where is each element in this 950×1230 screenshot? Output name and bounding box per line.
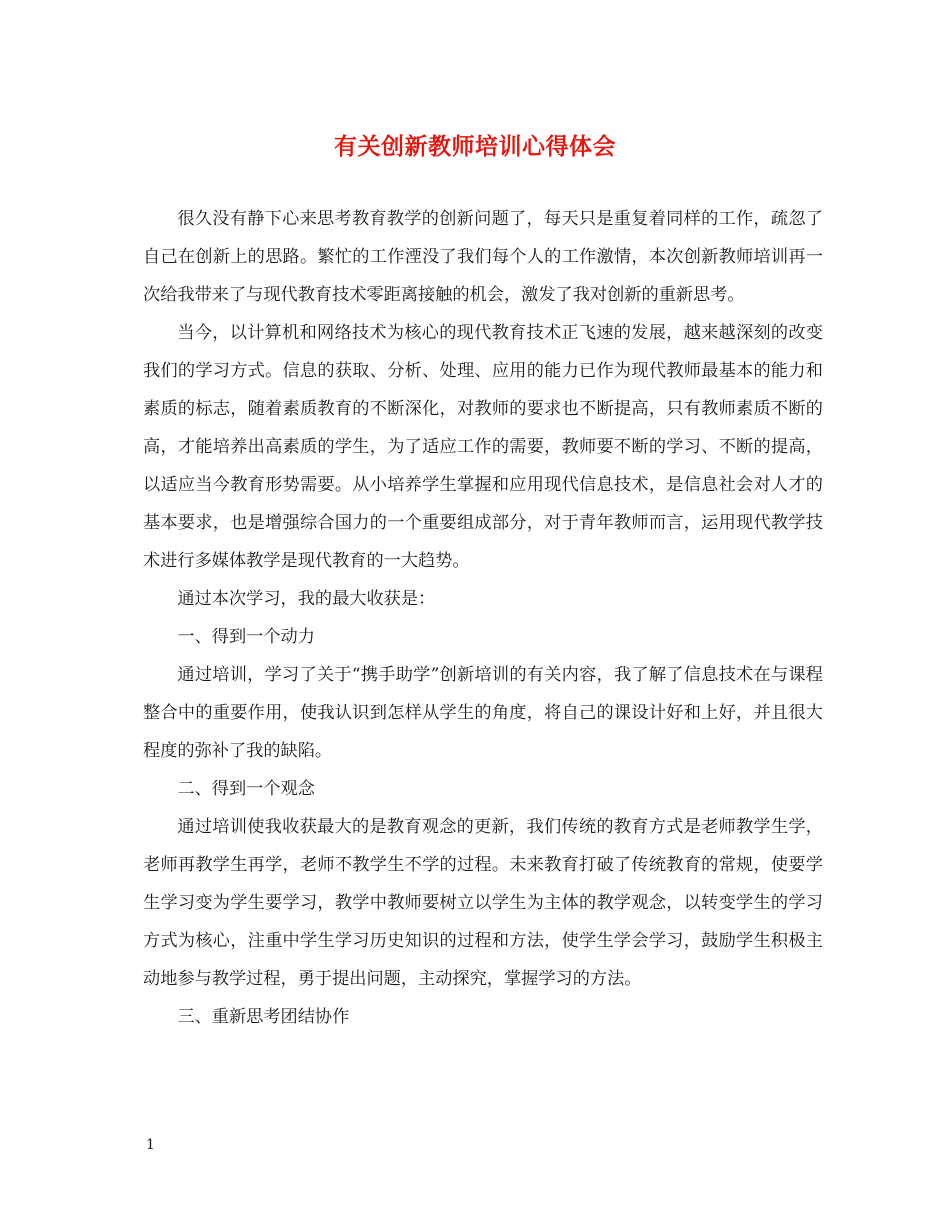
section-heading: 二、得到一个观念 [177, 779, 315, 799]
paragraph: 通过培训，学习了关于“携手助学”创新培训的有关内容，我了解了信息技术在与课程整合中的重要作用，使我认识到怎样从学生的角度，将自己的课设计好和上好，并且很大程度的弥补了我的缺陷。 [143, 665, 823, 761]
document-title: 有关创新教师培训心得体会 [334, 133, 616, 160]
paragraph: 很久没有静下心来思考教育教学的创新问题了，每天只是重复着同样的工作，疏忽了自己在创新上的思路。繁忙的工作湮没了我们每个人的工作激情，本次创新教师培训再一次给我带来了与现代教育技术零距离接触的机会，激发了我对创新的重新思考。 [143, 209, 823, 305]
section-heading: 一、得到一个动力 [177, 627, 315, 647]
page-number: 1 [146, 1137, 155, 1153]
section-heading: 三、重新思考团结协作 [177, 1007, 350, 1027]
paragraph: 通过培训使我收获最大的是教育观念的更新，我们传统的教育方式是老师教学生学，老师再教学生再学，老师不教学生不学的过程。未来教育打破了传统教育的常规，使要学生学习变为学生要学习，教学中教师要树立以学生为主体的教学观念，以转变学生的学习方式为核心，注重中学生学习历史知识的过程和方法，使学生学会学习，鼓励学生积极主动地参与教学过程，勇于提出问题，主动探究，掌握学习的方法。 [143, 817, 823, 989]
paragraph: 当今，以计算机和网络技术为核心的现代教育技术正飞速的发展，越来越深刻的改变我们的学习方式。信息的获取、分析、处理、应用的能力已作为现代教师最基本的能力和素质的标志，随着素质教育的不断深化，对教师的要求也不断提高，只有教师素质不断的高，才能培养出高素质的学生，为了适应工作的需要，教师要不断的学习、不断的提高，以适应当今教育形势需要。从小培养学生掌握和应用现代信息技术，是信息社会对人才的基本要求，也是增强综合国力的一个重要组成部分，对于青年教师而言，运用现代教学技术进行多媒体教学是现代教育的一大趋势。 [143, 323, 823, 571]
paragraph: 通过本次学习，我的最大收获是： [177, 589, 436, 609]
document-body [143, 200, 823, 1036]
